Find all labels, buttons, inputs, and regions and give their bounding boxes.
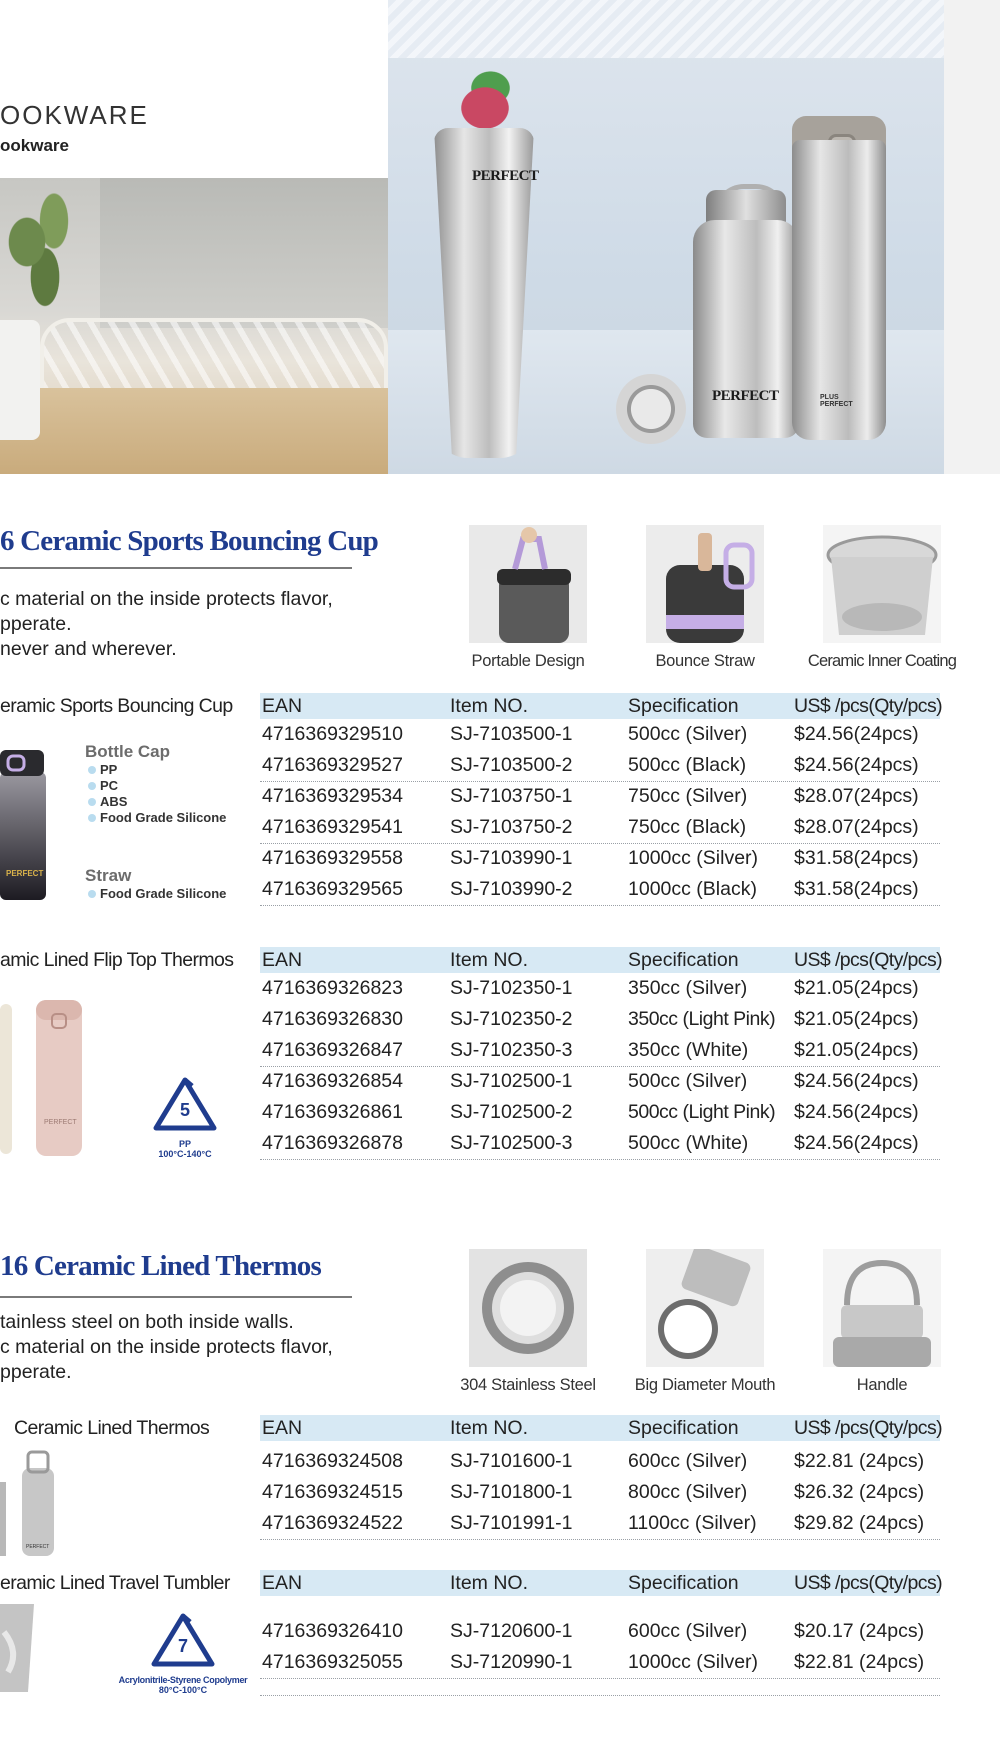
stripe-pattern <box>388 0 944 58</box>
table-row <box>260 875 940 906</box>
col-ean: EAN <box>262 949 303 971</box>
cell-ean: 4716369326830 <box>262 1008 403 1030</box>
col-price: US$ /pcs(Qty/pcs) <box>794 1417 942 1439</box>
table-row <box>260 1129 940 1160</box>
hero-edge <box>944 0 1000 474</box>
table-header <box>260 947 940 973</box>
materials-cap-label: Bottle Cap <box>85 742 170 761</box>
cell-price: $21.05(24pcs) <box>794 977 919 999</box>
cell-spec: 500cc (Silver) <box>628 723 748 745</box>
table-header <box>260 1570 940 1596</box>
feature-caption: Big Diameter Mouth <box>634 1376 776 1394</box>
desc-line: pperate. <box>0 1361 72 1383</box>
col-price: US$ /pcs(Qty/pcs) <box>794 949 942 971</box>
col-spec: Specification <box>628 1417 739 1439</box>
feature-ceramic-coating <box>807 525 957 670</box>
materials-straw <box>85 866 226 902</box>
recycle-number: 7 <box>177 1636 188 1656</box>
feature-stainless-steel <box>460 1249 596 1394</box>
cell-spec: 500cc (Light Pink) <box>628 1101 776 1123</box>
cell-spec: 600cc (Silver) <box>628 1620 748 1642</box>
feature-caption: Portable Design <box>471 652 585 670</box>
tumbler-brand: PERFECT <box>472 168 539 184</box>
cell-price: $28.07(24pcs) <box>794 816 919 838</box>
product-name: amic Lined Flip Top Thermos <box>0 949 234 971</box>
col-price: US$ /pcs(Qty/pcs) <box>794 1572 942 1594</box>
section2-description <box>0 1310 333 1385</box>
cell-price: $21.05(24pcs) <box>794 1008 919 1030</box>
product-name: Ceramic Lined Thermos <box>14 1417 210 1439</box>
desc-line: pperate. <box>0 613 72 635</box>
cell-spec: 750cc (Black) <box>628 816 747 838</box>
cell-ean: 4716369325055 <box>262 1651 403 1673</box>
col-spec: Specification <box>628 1572 739 1594</box>
cell-ean: 4716369329558 <box>262 847 403 869</box>
cell-ean: 4716369326861 <box>262 1101 403 1123</box>
cell-item: SJ-7103500-2 <box>450 754 573 776</box>
col-ean: EAN <box>262 1417 303 1439</box>
cell-ean: 4716369326410 <box>262 1620 403 1642</box>
recycle-temp: 100°C-140°C <box>158 1149 212 1159</box>
sports-cup-image <box>0 742 50 902</box>
svg-text:PERFECT: PERFECT <box>26 1544 50 1550</box>
cell-price: $22.81 (24pcs) <box>794 1450 925 1472</box>
col-spec: Specification <box>628 949 739 971</box>
svg-text:PERFECT: PERFECT <box>44 1119 77 1126</box>
cell-item: SJ-7103750-2 <box>450 816 573 838</box>
table-row <box>260 1098 940 1129</box>
cell-item: SJ-7102350-3 <box>450 1039 573 1061</box>
cell-spec: 350cc (Light Pink) <box>628 1008 776 1030</box>
cell-ean: 4716369324522 <box>262 1512 403 1534</box>
cell-item: SJ-7102500-3 <box>450 1132 573 1154</box>
cell-price: $31.58(24pcs) <box>794 878 919 900</box>
wooden-table <box>0 388 388 474</box>
cell-spec: 1000cc (Black) <box>628 878 757 900</box>
bottle-lid-image <box>616 374 686 444</box>
table-row <box>260 751 940 782</box>
desc-line: c material on the inside protects flavor, <box>0 1336 333 1358</box>
section2-title: 16 Ceramic Lined Thermos <box>0 1250 321 1282</box>
big-mouth-icon <box>646 1249 764 1367</box>
table-end-rule <box>260 1695 940 1696</box>
cell-price: $24.56(24pcs) <box>794 1070 919 1092</box>
recycle-temp: 80°C-100°C <box>158 1685 208 1695</box>
table-row <box>260 1648 940 1679</box>
table-row <box>260 720 940 751</box>
table-row <box>260 1509 940 1540</box>
window-backdrop <box>100 178 388 328</box>
desc-line: c material on the inside protects flavor, <box>0 588 333 610</box>
col-spec: Specification <box>628 695 739 717</box>
cell-price: $31.58(24pcs) <box>794 847 919 869</box>
desc-line: never and wherever. <box>0 638 177 660</box>
feature-bounce-straw <box>646 525 764 670</box>
ceramic-coating-icon <box>823 525 941 643</box>
stainless-steel-lid-icon <box>469 1249 587 1367</box>
feature-caption: Ceramic Inner Coating <box>807 652 957 670</box>
table-row <box>260 782 940 813</box>
feature-caption: Handle <box>856 1376 908 1394</box>
recycle-as <box>108 1612 258 1695</box>
recycle-number: 5 <box>179 1100 190 1120</box>
cell-spec: 1000cc (Silver) <box>628 847 759 869</box>
flip-top-thermos-image <box>0 998 90 1158</box>
cell-ean: 4716369329527 <box>262 754 403 776</box>
cell-item: SJ-7102500-1 <box>450 1070 573 1092</box>
svg-text:PERFECT: PERFECT <box>6 869 44 878</box>
recycle-material: PP <box>178 1139 191 1149</box>
catalog-title: OOKWARE <box>0 100 149 130</box>
recycle-pp <box>150 1076 220 1159</box>
table-row <box>260 813 940 844</box>
cell-ean: 4716369329510 <box>262 723 403 745</box>
table-row <box>260 844 940 875</box>
cell-item: SJ-7120990-1 <box>450 1651 573 1673</box>
cell-spec: 600cc (Silver) <box>628 1450 748 1472</box>
table-row <box>260 1067 940 1098</box>
table-row <box>260 1478 940 1509</box>
material-item: ABS <box>85 794 226 810</box>
cell-price: $24.56(24pcs) <box>794 1101 919 1123</box>
materials-straw-label: Straw <box>85 866 132 885</box>
section1-rule <box>0 567 352 569</box>
cell-price: $28.07(24pcs) <box>794 785 919 807</box>
section1-description <box>0 587 333 662</box>
cell-item: SJ-7102500-2 <box>450 1101 573 1123</box>
table-row <box>260 1036 940 1067</box>
col-item-no: Item NO. <box>450 1572 529 1594</box>
table-row <box>260 1005 940 1036</box>
travel-tumbler-image <box>0 1602 36 1694</box>
materials-cap <box>85 742 226 826</box>
section1-title: 6 Ceramic Sports Bouncing Cup <box>0 525 379 557</box>
cell-spec: 350cc (Silver) <box>628 977 748 999</box>
recycle-material: Acrylonitrile-Styrene Copolymer <box>118 1675 248 1685</box>
cell-spec: 800cc (Silver) <box>628 1481 748 1503</box>
cell-price: $22.81 (24pcs) <box>794 1651 925 1673</box>
cell-item: SJ-7102350-2 <box>450 1008 573 1030</box>
cell-ean: 4716369329565 <box>262 878 403 900</box>
cell-item: SJ-7101800-1 <box>450 1481 573 1503</box>
cell-item: SJ-7103990-1 <box>450 847 573 869</box>
feature-big-mouth <box>634 1249 776 1394</box>
product-name: eramic Sports Bouncing Cup <box>0 695 233 717</box>
table-header <box>260 693 940 719</box>
table-row <box>260 974 940 1005</box>
cell-ean: 4716369324515 <box>262 1481 403 1503</box>
cell-ean: 4716369326823 <box>262 977 403 999</box>
bottle-brand: PERFECT <box>712 388 779 404</box>
table-row <box>260 1447 940 1478</box>
chair-backrest <box>40 318 388 396</box>
cell-item: SJ-7101991-1 <box>450 1512 573 1534</box>
col-item-no: Item NO. <box>450 695 529 717</box>
cell-item: SJ-7102350-1 <box>450 977 573 999</box>
cell-spec: 350cc (White) <box>628 1039 749 1061</box>
cell-item: SJ-7103990-2 <box>450 878 573 900</box>
handle-icon <box>823 1249 941 1367</box>
flask-brand: PLUS PERFECT <box>820 394 853 408</box>
cell-ean: 4716369324508 <box>262 1450 403 1472</box>
cell-spec: 750cc (Silver) <box>628 785 748 807</box>
cell-spec: 500cc (Silver) <box>628 1070 748 1092</box>
material-item: PP <box>85 762 226 778</box>
table-row <box>260 1617 940 1648</box>
material-item: PC <box>85 778 226 794</box>
cell-ean: 4716369326847 <box>262 1039 403 1061</box>
bounce-straw-icon <box>646 525 764 643</box>
desc-line: tainless steel on both inside walls. <box>0 1311 294 1333</box>
cell-ean: 4716369329541 <box>262 816 403 838</box>
product-name: eramic Lined Travel Tumbler <box>0 1572 230 1594</box>
feature-portable-design <box>469 525 587 670</box>
col-ean: EAN <box>262 1572 303 1594</box>
feature-caption: Bounce Straw <box>655 652 755 670</box>
cell-item: SJ-7120600-1 <box>450 1620 573 1642</box>
cell-price: $20.17 (24pcs) <box>794 1620 925 1642</box>
cell-spec: 500cc (Black) <box>628 754 747 776</box>
col-item-no: Item NO. <box>450 1417 529 1439</box>
col-ean: EAN <box>262 695 303 717</box>
cell-price: $21.05(24pcs) <box>794 1039 919 1061</box>
material-item: Food Grade Silicone <box>85 810 226 826</box>
cell-price: $29.82 (24pcs) <box>794 1512 925 1534</box>
section2-rule <box>0 1296 352 1298</box>
cell-spec: 1000cc (Silver) <box>628 1651 759 1673</box>
cell-price: $24.56(24pcs) <box>794 754 919 776</box>
feature-caption: 304 Stainless Steel <box>460 1376 596 1394</box>
cell-ean: 4716369326854 <box>262 1070 403 1092</box>
thermos-image <box>0 1448 60 1558</box>
cell-spec: 1100cc (Silver) <box>628 1512 757 1534</box>
cell-ean: 4716369329534 <box>262 785 403 807</box>
col-price: US$ /pcs(Qty/pcs) <box>794 695 942 717</box>
feature-handle <box>823 1249 941 1394</box>
plant-pot <box>0 320 40 440</box>
bottle-image <box>693 220 799 438</box>
cell-item: SJ-7101600-1 <box>450 1450 573 1472</box>
material-item: Food Grade Silicone <box>85 886 226 902</box>
table-header <box>260 1415 940 1441</box>
cell-price: $24.56(24pcs) <box>794 1132 919 1154</box>
cell-price: $26.32 (24pcs) <box>794 1481 925 1503</box>
col-item-no: Item NO. <box>450 949 529 971</box>
cell-price: $24.56(24pcs) <box>794 723 919 745</box>
cell-item: SJ-7103750-1 <box>450 785 573 807</box>
cell-spec: 500cc (White) <box>628 1132 749 1154</box>
cell-ean: 4716369326878 <box>262 1132 403 1154</box>
catalog-subtitle: ookware <box>0 136 69 155</box>
bottle-lid-handle-icon <box>469 525 587 643</box>
hero-banner <box>0 0 1000 474</box>
cell-item: SJ-7103500-1 <box>450 723 573 745</box>
plant-icon <box>0 186 90 326</box>
